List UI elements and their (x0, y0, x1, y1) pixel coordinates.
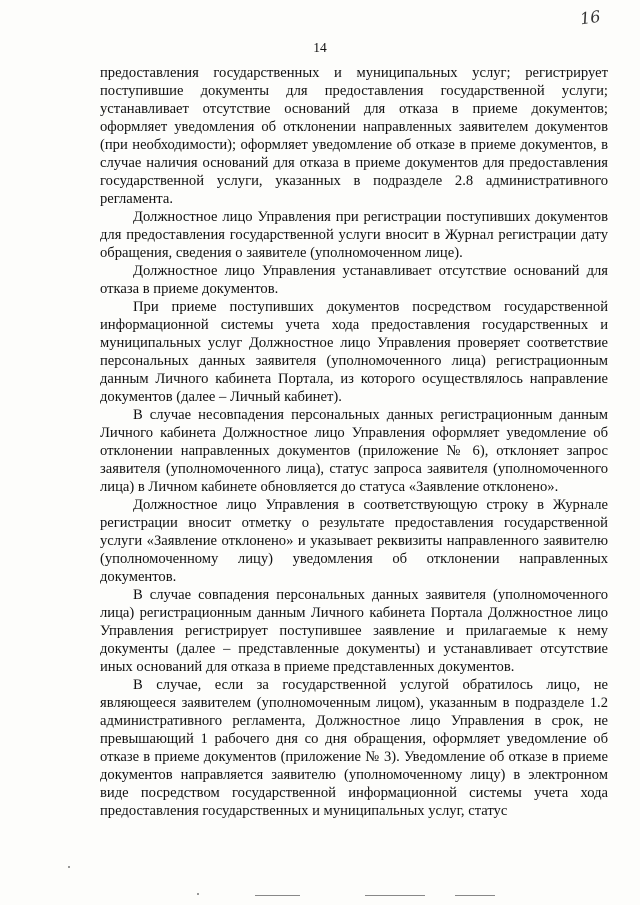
paragraph: Должностное лицо Управления устанавливает отсутствие оснований для отказа в приеме документов. (100, 263, 608, 297)
scan-artifact-line (365, 895, 425, 896)
page-number: 14 (313, 40, 327, 55)
paragraph: В случае несовпадения персональных данных регистрационным данным Личного кабинета Должностное лицо Управления оформляет уведомление об отклонении направленных документов (приложение № 6), отклоняет запрос заявителя (уполномоченного лица), статус запроса заявителя (уполномоченного лица) в Личном кабинете обновляется до статуса «Заявление отклонено». (100, 407, 608, 495)
scan-artifact-line (455, 895, 495, 896)
paragraph: Должностное лицо Управления в соответствующую строку в Журнале регистрации вносит отметку о результате предоставления государственной услуги «Заявление отклонено» и указывает реквизиты направленного заявителю (уполномоченному лицу) уведомления об отклонении направленных документов. (100, 497, 608, 585)
scan-artifact-line (255, 895, 300, 896)
scan-speck (68, 866, 70, 868)
scan-speck (197, 893, 199, 895)
paragraph: В случае, если за государственной услугой обратилось лицо, не являющееся заявителем (уполномоченным лицом), указанным в подразделе 1.2 административного регламента, Должностное лицо Управления в срок, не превышающий 1 рабочего дня со дня обращения, оформляет уведомление об отказе в приеме документов (приложение № 3). Уведомление об отказе в приеме документов направляется заявителю (уполномоченному лицу) в электронном виде посредством государственной информационной системы учета хода предоставления государственных и муниципальных услуг, статус (100, 677, 608, 819)
paragraph: Должностное лицо Управления при регистрации поступивших документов для предоставления государственной услуги вносит в Журнал регистрации дату обращения, сведения о заявителе (уполномоченном лице). (100, 209, 608, 261)
paragraph: предоставления государственных и муниципальных услуг; регистрирует поступившие документы для предоставления государственной услуги; устанавливает отсутствие оснований для отказа в приеме документов; оформляет уведомления об отклонении направленных заявителем документов (при необходимости); оформляет уведомление об отказе в приеме документов, в случае наличия оснований для отказа в приеме документов для предоставления государственной услуги, указанных в подразделе 2.8 административного регламента. (100, 65, 608, 207)
document-body (100, 64, 608, 820)
paragraph: В случае совпадения персональных данных заявителя (уполномоченного лица) регистрационным данным Личного кабинета Портала Должностное лицо Управления регистрирует поступившее заявление и прилагаемые к нему документы (далее – представленные документы) и устанавливает отсутствие иных оснований для отказа в приеме представленных документов. (100, 587, 608, 675)
handwritten-page-mark: 16 (578, 6, 602, 29)
paragraph: При приеме поступивших документов посредством государственной информационной системы учета хода предоставления государственных и муниципальных услуг Должностное лицо Управления проверяет соответствие персональных данных заявителя (уполномоченного лица) регистрационным данным Личного кабинета Портала, из которого осуществлялось направление документов (далее – Личный кабинет). (100, 299, 608, 405)
